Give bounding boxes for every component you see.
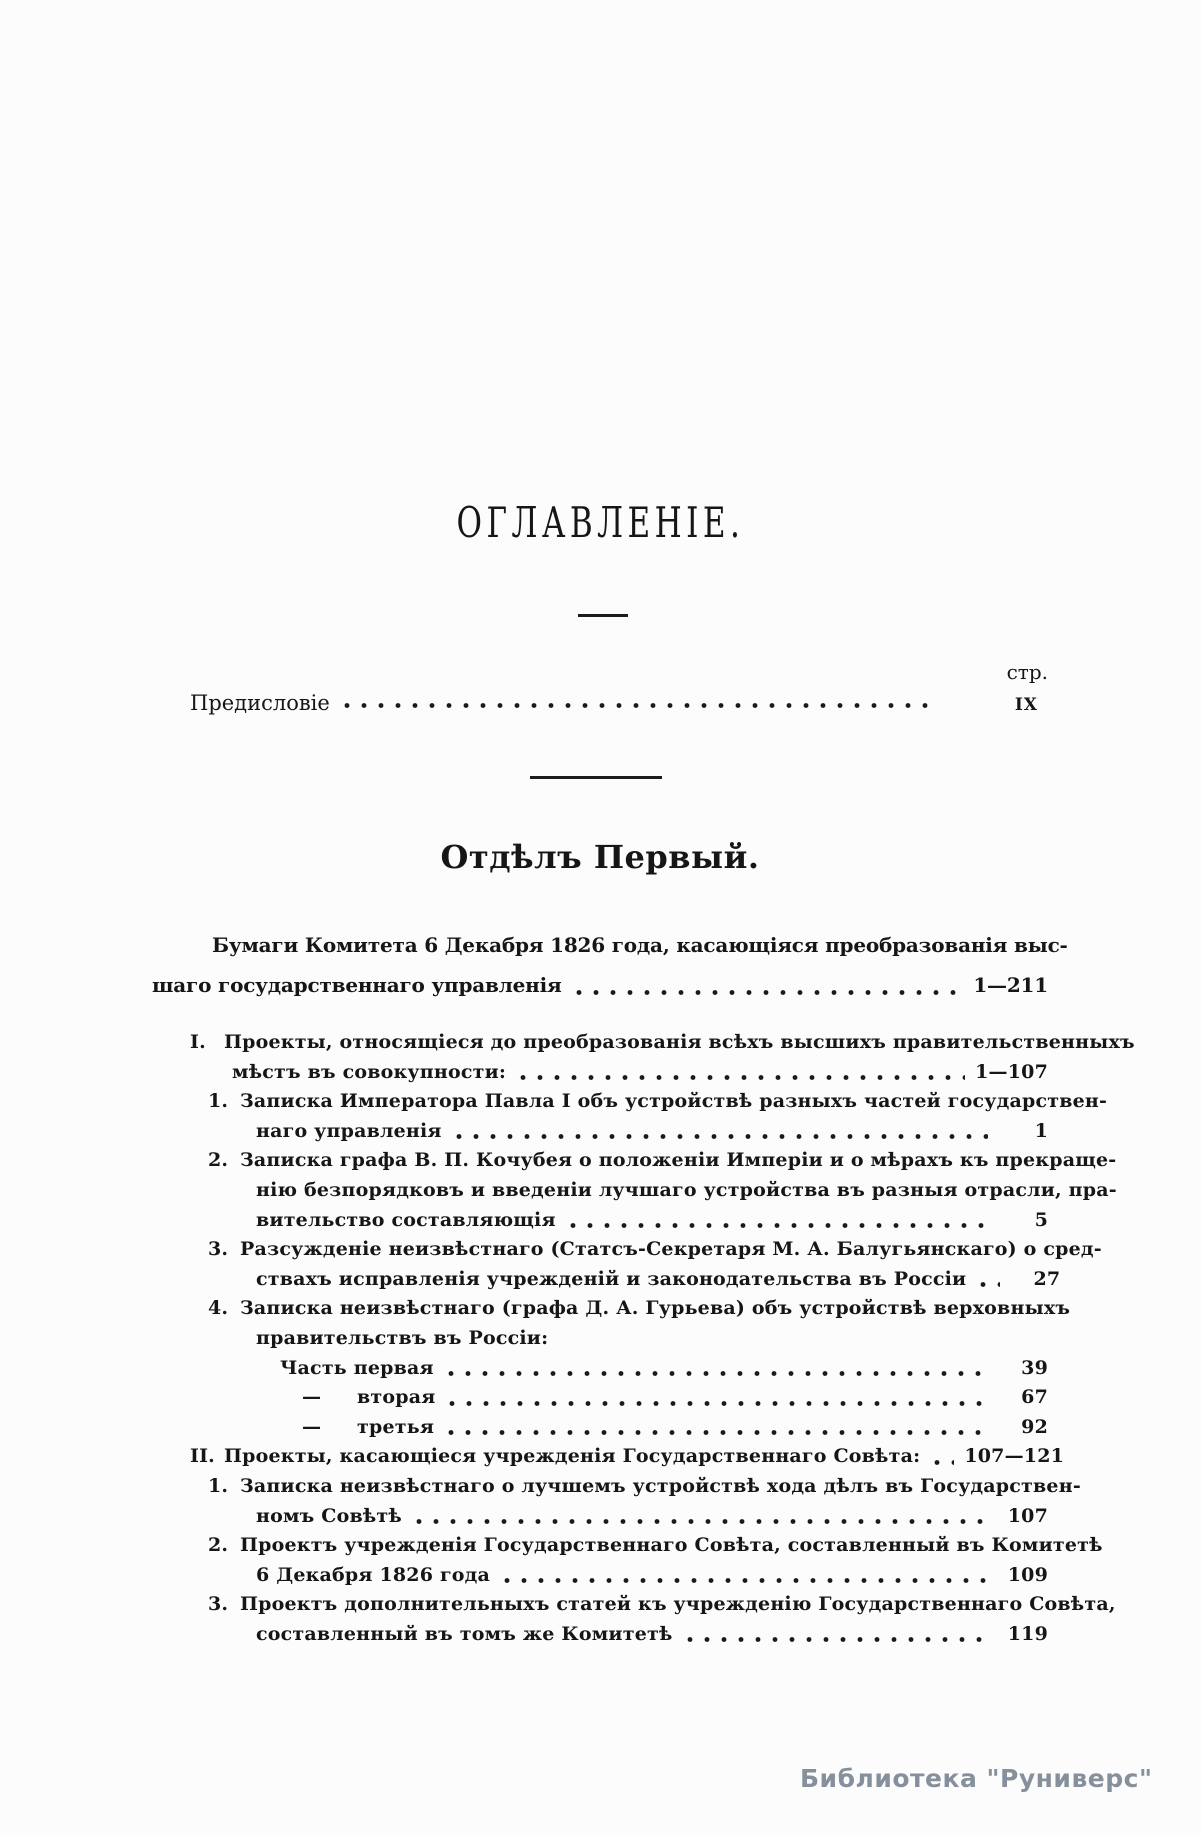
toc-entry [152,1472,1081,1531]
entry-number: 2. [208,1149,229,1172]
toc-entry [152,1354,1048,1384]
entry-text: Записка Императора Павла I объ устройствѣ разныхъ частей государствен- [240,1090,1108,1113]
entry-text: ствахъ исправленія учрежденій и законодательства въ Россіи [256,1267,967,1290]
dot-leader [344,702,932,709]
dot-leader [520,1074,965,1081]
entry-number: 2. [208,1534,229,1557]
dot-leader [576,989,964,996]
toc-entry [152,1413,1048,1443]
entry-text: Записка неизвѣстнаго (графа Д. А. Гурьева) объ устройствѣ верховныхъ [240,1297,1071,1320]
entry-text: Проектъ дополнительныхъ статей къ учрежденію Государственнаго Совѣта, [240,1593,1116,1616]
entry-number: — [302,1415,322,1438]
toc-entry [152,1531,1103,1590]
entry-text: мѣстъ въ совокупности: [232,1060,507,1083]
page-title: ОГЛАВЛЕНІЕ. [456,498,744,547]
toc-entry [152,1294,1071,1353]
dot-leader [687,1636,988,1643]
dot-leader [449,1400,988,1407]
page-column-header: стр. [1006,660,1048,684]
entry-text: номъ Совѣтѣ [256,1504,402,1527]
entry-page-number: 109 [1007,1563,1048,1586]
entry-text: вторая [357,1386,436,1409]
intro-page-range: 1—211 [973,973,1048,997]
entry-number: — [302,1386,322,1409]
entry-text: третья [357,1415,435,1438]
intro-entry [152,925,1068,1005]
toc-entry [152,1442,1065,1472]
toc-list [152,1028,1135,1649]
entry-text: вительство составляющія [256,1208,556,1231]
entry-page-number: 92 [1021,1415,1048,1438]
entry-number: 1. [208,1474,229,1497]
intro-line-2 [152,965,1048,1005]
page-title-wrap [152,498,1048,547]
dot-leader [570,1222,988,1229]
entry-text: Проекты, относящіеся до преобразованія всѣхъ высшихъ правительственныхъ [224,1031,1135,1053]
entry-page-number: 1—107 [975,1060,1048,1083]
dot-leader [980,1281,1000,1288]
divider-rule-top [578,614,628,617]
library-watermark: Библиотека "Руниверс" [800,1764,1153,1793]
entry-number: I. [190,1031,206,1053]
entry-number: 3. [208,1238,229,1261]
toc-entry [152,1590,1116,1649]
entry-number: 3. [208,1593,229,1616]
entry-text: 6 Декабря 1826 года [256,1563,491,1586]
entry-page-number: 67 [1021,1386,1048,1409]
entry-text: составленный въ томъ же Комитетѣ [256,1622,673,1645]
entry-text: Проектъ учрежденія Государственнаго Совѣта, составленный въ Комитетѣ [240,1534,1103,1557]
entry-page-number: 119 [1007,1622,1048,1645]
preface-page-number: IX [1014,695,1038,715]
entry-number: II. [190,1445,215,1468]
dot-leader [504,1577,988,1584]
entry-text: Записка графа В. П. Кочубея о положеніи Имперіи и о мѣрахъ къ прекраще- [240,1149,1117,1172]
entry-page-number: 107 [1007,1504,1048,1527]
entry-number: 4. [208,1297,229,1320]
intro-line-1: Бумаги Комитета 6 Декабря 1826 года, касающіяся преобразованія выс- [212,933,1068,957]
section-heading: Отдѣлъ Первый. [440,838,760,876]
entry-page-number: 39 [1021,1356,1048,1379]
entry-page-number: 1 [1034,1119,1048,1142]
toc-entry [152,1028,1135,1087]
entry-page-number: 107—121 [964,1445,1065,1468]
toc-entry [152,1235,1102,1294]
toc-entry [152,1087,1108,1146]
intro-line-2-text: шаго государственнаго управленія [152,973,562,997]
entry-text: Часть первая [280,1356,434,1379]
divider-rule-middle [530,776,662,779]
entry-page-number: 27 [1033,1267,1061,1290]
entry-text: правительствъ въ Россіи: [256,1326,549,1349]
entry-text: Проекты, касающіеся учрежденія Государственнаго Совѣта: [224,1445,921,1468]
dot-leader [416,1518,988,1525]
preface-label: Предисловіе [190,691,330,715]
dot-leader [934,1459,954,1466]
preface-row [152,691,1048,715]
entry-text: нію безпорядковъ и введеніи лучшаго устройства въ разныя отрасли, пра- [256,1178,1117,1201]
entry-text: наго управленія [256,1119,442,1142]
dot-leader [456,1133,988,1140]
entry-number: 1. [208,1090,229,1113]
entry-text: Записка неизвѣстнаго о лучшемъ устройствѣ хода дѣлъ въ Государствен- [240,1474,1081,1497]
dot-leader [448,1429,988,1436]
toc-entry [152,1383,1048,1413]
dot-leader [448,1370,988,1377]
toc-entry [152,1146,1117,1235]
entry-text: Разсужденіе неизвѣстнаго (Статсъ-Секретаря М. А. Балугьянскаго) о сред- [240,1238,1102,1261]
entry-page-number: 5 [1034,1208,1048,1231]
